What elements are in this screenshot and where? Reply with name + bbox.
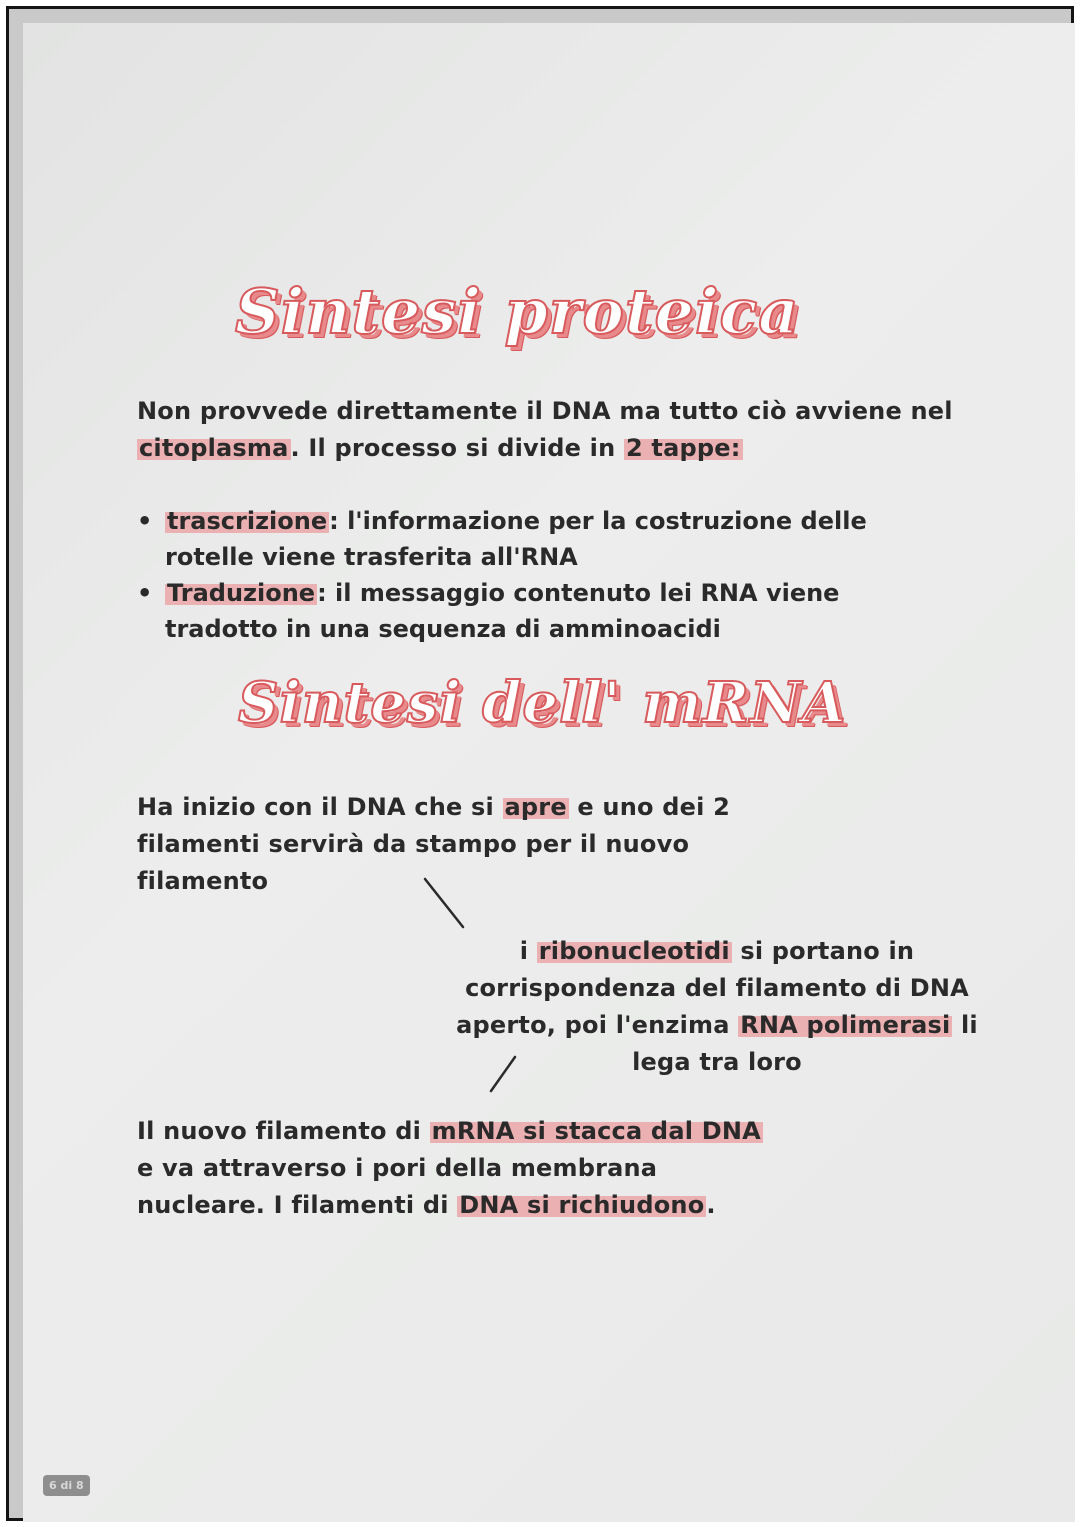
connector-lines: [23, 23, 1075, 1522]
mrna-paragraph-2: [447, 933, 987, 1081]
mrna-p3-text-1: Il nuovo filamento di: [137, 1117, 430, 1145]
intro-text-2: . Il processo si divide in: [290, 434, 624, 462]
highlight-traduzione: Traduzione: [167, 579, 316, 607]
mrna-p2-text-2: si portano in corrispondenza del filamento di DNA aperto, poi l'enzima: [456, 937, 969, 1039]
mrna-p3-text-3: .: [706, 1191, 716, 1219]
highlight-trascrizione: trascrizione: [167, 507, 328, 535]
bullet-icon: •: [137, 579, 153, 607]
mrna-p1-text-2: e uno dei 2 filamenti servirà da stampo per il nuovo filamento: [137, 793, 730, 895]
highlight-rna-polimerasi: RNA polimerasi: [740, 1011, 951, 1039]
mrna-p3-text-2: e va attraverso i pori della membrana nucleare. I filamenti di: [137, 1154, 658, 1219]
bullet-icon: •: [137, 507, 153, 535]
highlight-2-tappe: 2 tappe:: [625, 434, 741, 462]
intro-text-1: Non provvede direttamente il DNA ma tutto ciò avviene nel: [137, 397, 953, 425]
list-item-text: : l'informazione per la costruzione delle rotelle viene trasferita all'RNA: [165, 507, 867, 571]
notes-page: [23, 23, 1075, 1522]
title-sintesi-mrna: Sintesi dell' mRNA: [238, 670, 847, 736]
highlight-apre: apre: [504, 793, 567, 821]
screen-frame: [6, 6, 1074, 1521]
highlight-dna-si-richiudono: DNA si richiudono: [459, 1191, 705, 1219]
highlight-ribonucleotidi: ribonucleotidi: [538, 937, 730, 965]
title-sintesi-proteica: Sintesi proteica: [235, 275, 800, 348]
list-item-text: : il messaggio contenuto lei RNA viene tradotto in una sequenza di amminoacidi: [165, 579, 840, 643]
mrna-p1-text-1: Ha inizio con il DNA che si: [137, 793, 503, 821]
highlight-citoplasma: citoplasma: [139, 434, 289, 462]
mrna-paragraph-3: [137, 1113, 777, 1224]
mrna-p2-text-3: li lega tra loro: [632, 1011, 978, 1076]
highlight-mrna-si-stacca: mRNA si stacca dal DNA: [431, 1117, 761, 1145]
page-number-badge: 6 di 8: [43, 1475, 90, 1496]
connector-line-1: [425, 879, 463, 927]
mrna-p2-text-1: i: [519, 937, 537, 965]
